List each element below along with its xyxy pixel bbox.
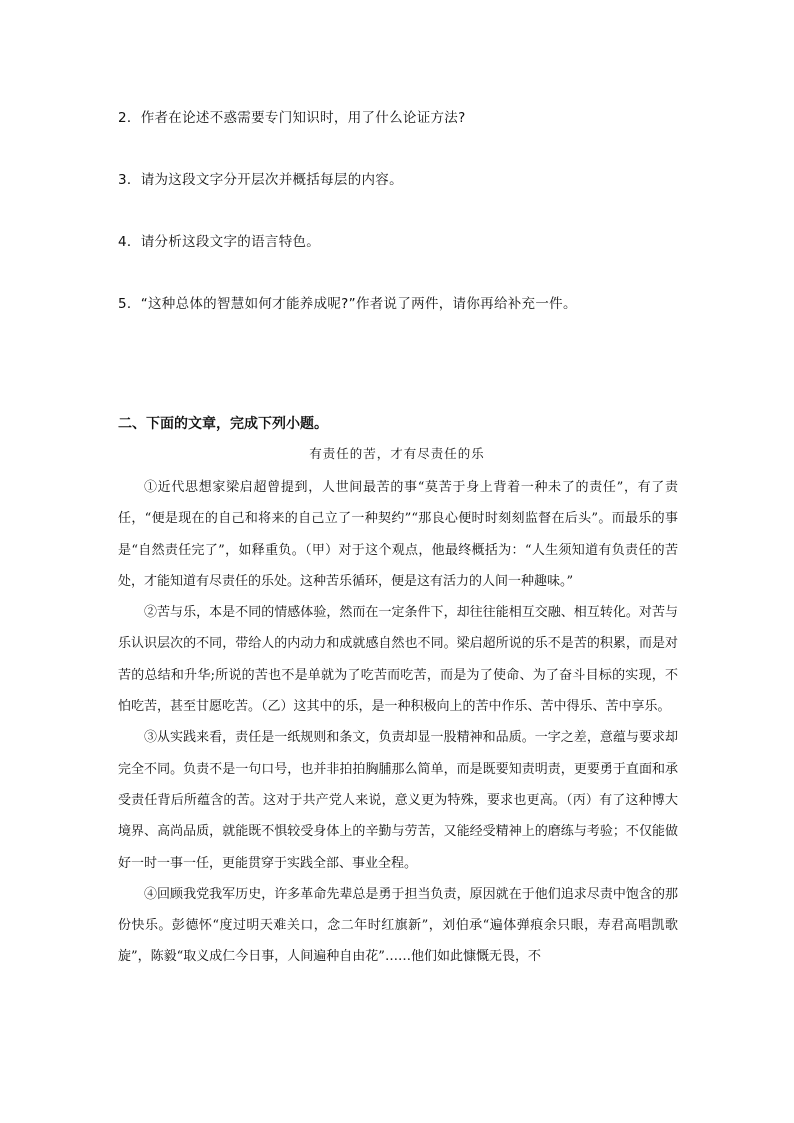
article-paragraph-4: ④回顾我党我军历史，许多革命先辈总是勇于担当负责，原因就在于他们追求尽责中饱含的那份快乐。彭德怀“度过明天难关口，念二年时红旗新”，刘伯承“遍体弹痕余只眼，寿君高唱凯歌旋”，陈毅“取义成仁今日事，人间遍种自由花”……他们如此慷慨无畏，不 (118, 886, 678, 965)
question-5: 5．“这种总体的智慧如何才能养成呢?”作者说了两件，请你再给补充一件。 (118, 296, 577, 312)
section-heading: 二、下面的文章，完成下列小题。 (118, 416, 328, 432)
question-2: 2．作者在论述不惑需要专门知识时，用了什么论证方法? (118, 110, 466, 126)
article-body (118, 472, 678, 973)
article-paragraph-1: ①近代思想家梁启超曾提到，人世间最苦的事“莫苦于身上背着一种未了的责任”，有了责任，“便是现在的自己和将来的自己立了一种契约”“那良心便时时刻刻监督在后头”。而最乐的事是“自然责任完了”，如释重负。（甲）对于这个观点，他最终概括为：“人生须知道有负责任的苦处，才能知道有尽责任的乐处。这种苦乐循环，便是这有活力的人间一种趣味。” (118, 480, 678, 589)
question-4: 4．请分析这段文字的语言特色。 (118, 234, 321, 250)
article-title: 有责任的苦，才有尽责任的乐 (309, 446, 485, 461)
article-paragraph-2: ②苦与乐，本是不同的情感体验，然而在一定条件下，却往往能相互交融、相互转化。对苦与乐认识层次的不同，带给人的内动力和成就感自然也不同。梁启超所说的乐不是苦的积累，而是对苦的总结和升华;所说的苦也不是单就为了吃苦而吃苦，而是为了使命、为了奋斗目标的实现，不怕吃苦，甚至甘愿吃苦。（乙）这其中的乐，是一种积极向上的苦中作乐、苦中得乐、苦中享乐。 (118, 605, 678, 715)
question-3: 3．请为这段文字分开层次并概括每层的内容。 (118, 172, 403, 188)
article-paragraph-3: ③从实践来看，责任是一纸规则和条文，负责却显一股精神和品质。一字之差，意蕴与要求却完全不同。负责不是一句口号，也并非拍拍胸脯那么简单，而是既要知责明责，更要勇于直面和承受责任背后所蕴含的苦。这对于共产党人来说，意义更为特殊，要求也更高。（丙）有了这种博大境界、高尚品质，就能既不惧较受身体上的辛勤与劳苦，又能经受精神上的磨练与考验；不仅能做好一时一事一任，更能贯穿于实践全部、事业全程。 (118, 730, 678, 871)
